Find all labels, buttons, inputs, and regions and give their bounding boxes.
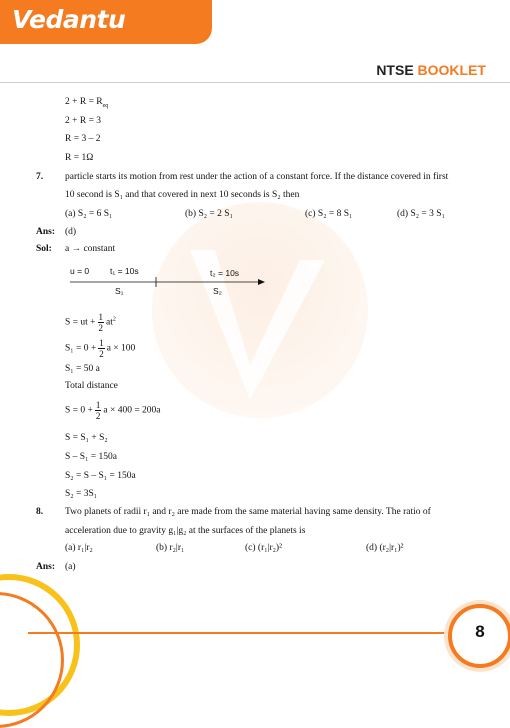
prev-eq-4: R = 1Ω — [65, 153, 94, 163]
brand-banner — [0, 0, 212, 44]
q8-option-d: (d) (r₂|r₁)² — [366, 543, 404, 553]
header-divider — [0, 82, 510, 83]
diagram-t2-label: t₂ = 10s — [210, 268, 240, 278]
prev-eq-1: $2 + R = R_{eq}$ — [65, 97, 109, 109]
q7-answer: (d) — [65, 227, 77, 237]
eq-s1-result: S₁ = 50 a — [65, 364, 100, 374]
eq-difference: S – S₁ = 150a — [65, 452, 117, 462]
q7-number: 7. — [36, 172, 44, 182]
footer-divider — [28, 632, 448, 634]
q7-text-line1: particle starts its motion from rest under the action of a constant force. If the distance covered in first — [65, 172, 449, 182]
booklet-word-ntse: NTSE — [376, 62, 414, 78]
page-number: 8 — [475, 622, 485, 641]
q8-option-a: (a) r₁|r₂ — [65, 543, 93, 553]
diagram-t1-label: t₁ = 10s — [110, 266, 139, 276]
q7-text-line2: 10 second is S₁ and that covered in next 10 seconds is S₂ then — [65, 190, 300, 200]
eq-s2: S₂ = S – S₁ = 150a — [65, 471, 136, 481]
q7-option-b: (b) S₂ = 2 S₁ — [185, 209, 233, 219]
brand-logo: Vedantu — [12, 5, 126, 34]
q8-option-b: (b) r₂|r₁ — [156, 543, 185, 553]
q8-number: 8. — [36, 507, 44, 517]
q7-option-d: (d) S₂ = 3 S₁ — [397, 209, 445, 219]
q7-solution-label: Sol: — [36, 244, 52, 254]
eq-displacement: S = ut + $\frac{1}{2}$ $at^2$ — [65, 312, 116, 333]
q8-answer: (a) — [65, 562, 76, 572]
prev-eq-3: R = 3 – 2 — [65, 134, 101, 144]
q8-answer-label: Ans: — [36, 562, 56, 572]
q7-option-c: (c) S₂ = 8 S₁ — [305, 209, 353, 219]
page-number-badge — [448, 604, 510, 668]
diagram-s2-label: S₂ — [213, 286, 222, 296]
eq-s1: S₁ = 0 + $\frac{1}{2}$ a × 100 — [65, 338, 136, 359]
q8-option-c: (c) (r₁|r₂)² — [245, 543, 282, 553]
diagram-axis — [68, 276, 268, 288]
eq-total: S = 0 + $\frac{1}{2}$ a × 400 = 200a — [65, 400, 161, 421]
diagram-s1-label: S₁ — [115, 286, 124, 296]
booklet-title — [376, 62, 486, 78]
prev-eq-2: 2 + R = 3 — [65, 116, 102, 126]
total-distance-label: Total distance — [65, 381, 118, 391]
watermark-v-logo-icon — [150, 200, 370, 460]
q8-text-line2: acceleration due to gravity g₁|g₂ at the surfaces of the planets is — [65, 526, 306, 536]
eq-s2-result: S₂ = 3S₁ — [65, 489, 98, 499]
q7-solution-first-line: a → constant — [65, 244, 116, 254]
diagram-u-label: u = 0 — [70, 266, 90, 276]
q7-option-a: (a) S₂ = 6 S₁ — [65, 209, 113, 219]
q7-answer-label: Ans: — [36, 227, 56, 237]
q8-text-line1: Two planets of radii r₁ and r₂ are made from the same material having same density. The ratio of — [65, 507, 431, 517]
eq-sum: S = S₁ + S₂ — [65, 433, 108, 443]
booklet-word-booklet: BOOKLET — [417, 62, 486, 78]
